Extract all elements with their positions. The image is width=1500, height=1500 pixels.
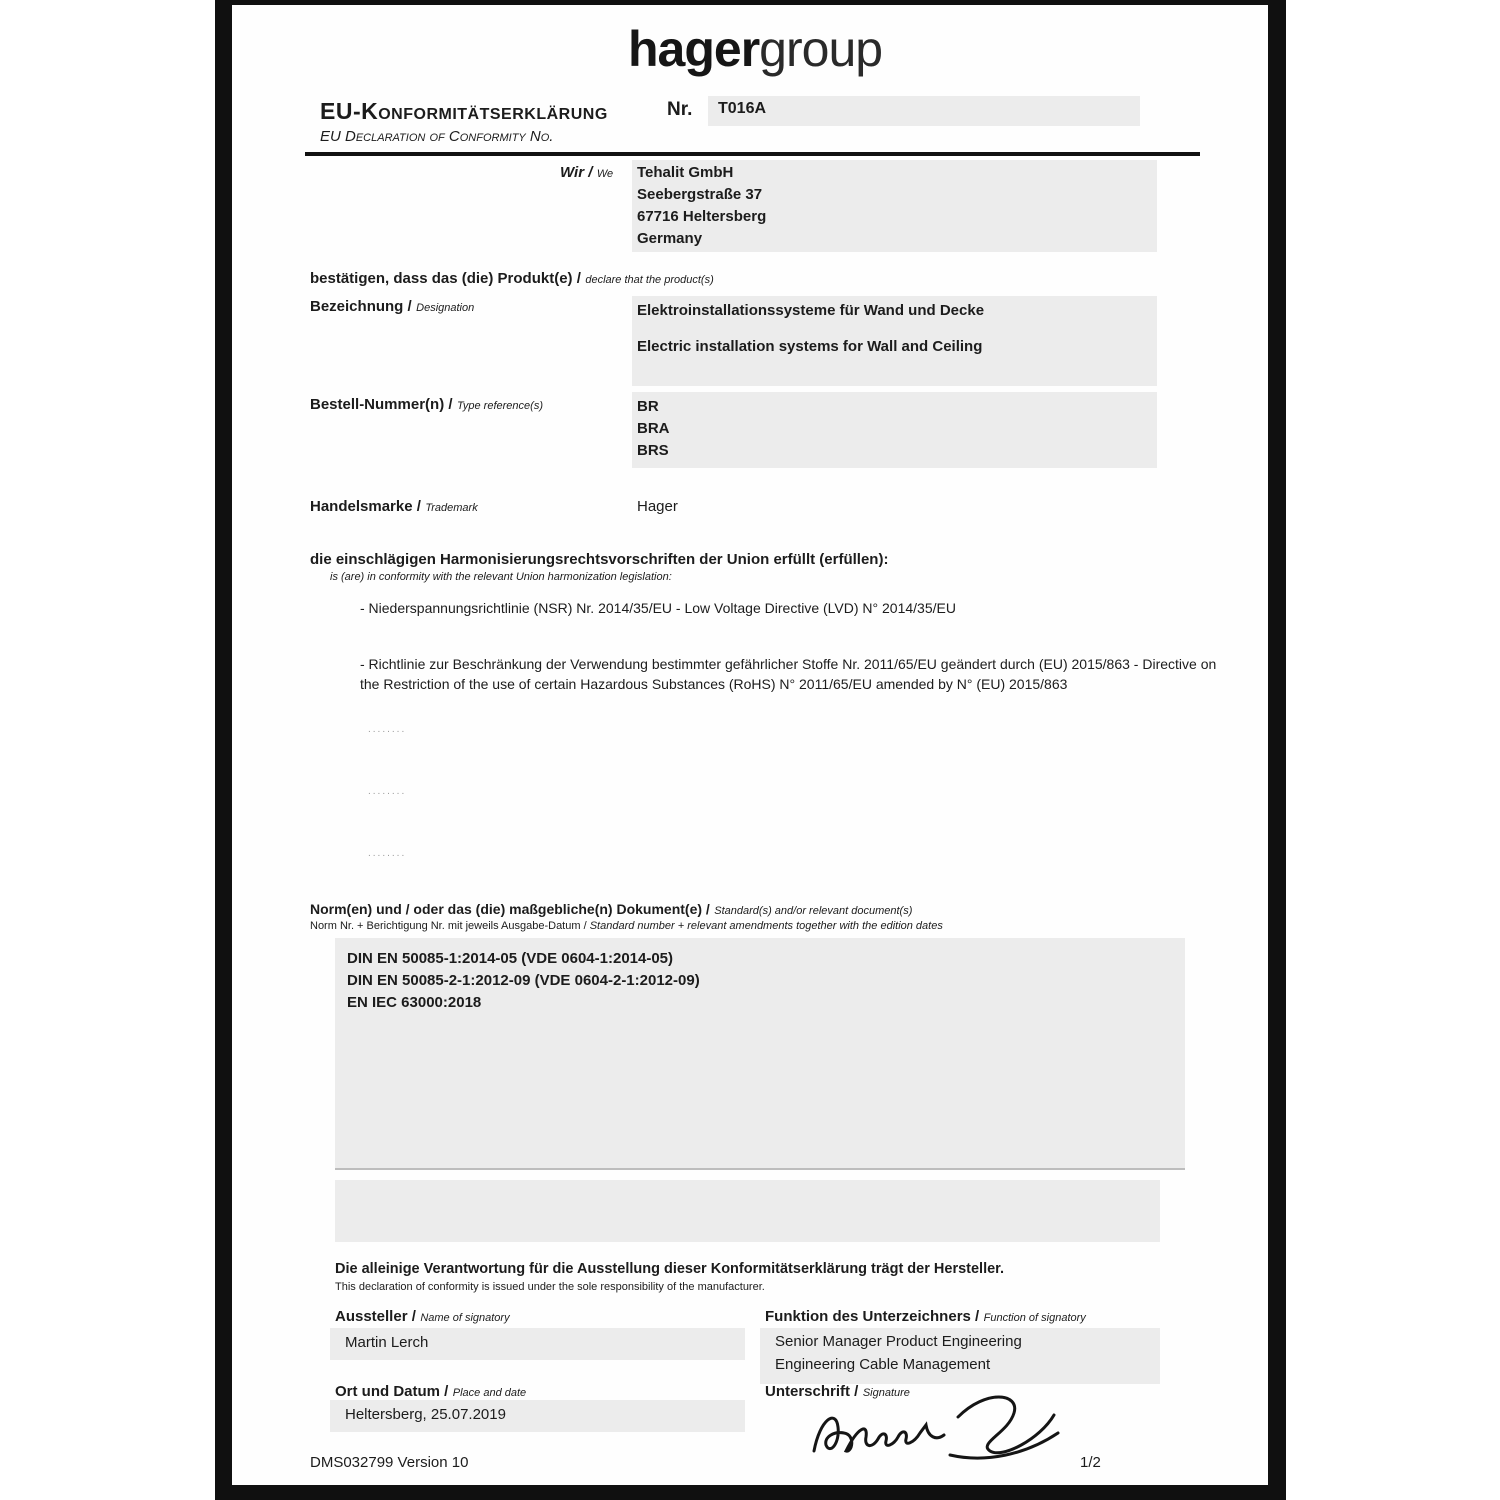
declare-de: bestätigen, dass das (die) Produkt(e) /	[310, 270, 581, 287]
page-number: 1/2	[1080, 1454, 1101, 1471]
type-reference-label-de: Bestell-Nummer(n) /	[310, 396, 453, 413]
declare-en: declare that the product(s)	[585, 274, 714, 286]
type-reference-value: BRA	[637, 420, 670, 437]
signatory-function-label-en: Function of signatory	[983, 1312, 1086, 1324]
handwritten-signature	[800, 1385, 1070, 1470]
designation-value-en: Electric installation systems for Wall and Ceiling	[637, 338, 983, 355]
standards-subnote	[310, 920, 943, 932]
type-reference-field	[632, 392, 1157, 468]
type-reference-label-en: Type reference(s)	[456, 400, 543, 412]
place-date-label-en: Place and date	[452, 1387, 527, 1399]
place-date-label	[335, 1383, 526, 1401]
type-reference-value: BR	[637, 398, 659, 415]
standards-subnote-de: Norm Nr. + Berichtigung Nr. mit jeweils Ausgabe-Datum /	[310, 920, 587, 932]
signatory-function-label-de: Funktion des Unterzeichners /	[765, 1308, 980, 1325]
responsibility-de: Die alleinige Verantwortung für die Ausstellung dieser Konformitätserklärung trägt der Hersteller.	[335, 1261, 1005, 1277]
place-date-value: Heltersberg, 25.07.2019	[345, 1406, 506, 1423]
standards-subnote-en: Standard number + relevant amendments together with the edition dates	[589, 920, 943, 932]
document-id: DMS032799 Version 10	[310, 1454, 469, 1471]
conformity-item: - Richtlinie zur Beschränkung der Verwendung bestimmter gefährlicher Stoffe Nr. 2011/65/EU geändert durch (EU) 2015/863 - Directive on the Restriction of the use of certain Hazardous Substances (RoHS) N° 2011/65/EU amended by N° (EU) 2015/863	[360, 656, 1217, 692]
signatory-name-value: Martin Lerch	[345, 1334, 429, 1351]
standards-label-de: Norm(en) und / oder das (die) maßgebliche(n) Dokument(e) /	[310, 901, 710, 917]
designation-label-de: Bezeichnung /	[310, 298, 412, 315]
signatory-name-label-en: Name of signatory	[420, 1312, 510, 1324]
place-date-label-de: Ort und Datum /	[335, 1383, 449, 1400]
type-reference-values	[637, 396, 670, 462]
trademark-label	[310, 498, 478, 516]
dotted-placeholder: ........	[368, 848, 407, 859]
issuer-address	[637, 162, 766, 250]
signatory-name-label-de: Aussteller /	[335, 1308, 416, 1325]
conformity-item: - Niederspannungsrichtlinie (NSR) Nr. 2014/35/EU - Low Voltage Directive (LVD) N° 2014/35/EU	[360, 600, 956, 616]
dotted-placeholder: ........	[368, 786, 407, 797]
issuer-label-de: Wir /	[560, 164, 593, 181]
secondary-empty-field	[335, 1180, 1160, 1242]
type-reference-label	[310, 396, 543, 414]
standards-values	[347, 948, 700, 1014]
signature-label-en: Signature	[862, 1387, 910, 1399]
issuer-label-en: We	[596, 168, 614, 180]
issuer-line: Germany	[637, 230, 703, 247]
designation-value-de: Elektroinstallationssysteme für Wand und Decke	[637, 302, 985, 319]
declare-statement	[310, 270, 714, 288]
signatory-name-label	[335, 1308, 510, 1326]
document-title-en: EU Declaration of Conformity No.	[320, 128, 554, 145]
trademark-value: Hager	[637, 498, 678, 515]
signature-label-de: Unterschrift /	[765, 1383, 859, 1400]
number-label: Nr.	[667, 99, 693, 120]
hagergroup-logo	[628, 20, 882, 78]
signatory-function-values	[775, 1330, 1022, 1376]
standard-entry: DIN EN 50085-2-1:2012-09 (VDE 0604-2-1:2012-09)	[347, 972, 700, 989]
trademark-label-de: Handelsmarke /	[310, 498, 421, 515]
responsibility-en: This declaration of conformity is issued under the sole responsibility of the manufacturer.	[335, 1281, 765, 1293]
conformity-de: die einschlägigen Harmonisierungsrechtsvorschriften der Union erfüllt (erfüllen):	[310, 551, 889, 568]
conformity-en: is (are) in conformity with the relevant Union harmonization legislation:	[330, 571, 672, 583]
type-reference-value: BRS	[637, 442, 669, 459]
standards-label	[310, 901, 912, 919]
logo-light-part: group	[759, 21, 883, 77]
signatory-function-line: Engineering Cable Management	[775, 1356, 991, 1373]
logo-bold-part: hager	[628, 21, 760, 77]
declaration-number-value: T016A	[718, 100, 767, 117]
signatory-function-line: Senior Manager Product Engineering	[775, 1333, 1022, 1350]
designation-label	[310, 298, 474, 316]
issuer-line: Seebergstraße 37	[637, 186, 763, 203]
issuer-label	[560, 164, 613, 182]
standard-entry: DIN EN 50085-1:2014-05 (VDE 0604-1:2014-05)	[347, 950, 674, 967]
trademark-label-en: Trademark	[425, 502, 478, 514]
standards-label-en: Standard(s) and/or relevant document(s)	[714, 905, 913, 917]
document-title-de: EU-Konformitätserklärung	[320, 98, 608, 124]
designation-label-en: Designation	[416, 302, 475, 314]
signatory-function-label	[765, 1308, 1086, 1326]
standard-entry: EN IEC 63000:2018	[347, 994, 482, 1011]
declaration-number-field	[708, 96, 1140, 126]
issuer-line: Tehalit GmbH	[637, 164, 734, 181]
dotted-placeholder: ........	[368, 724, 407, 735]
header-rule	[305, 152, 1200, 156]
issuer-line: 67716 Heltersberg	[637, 208, 767, 225]
